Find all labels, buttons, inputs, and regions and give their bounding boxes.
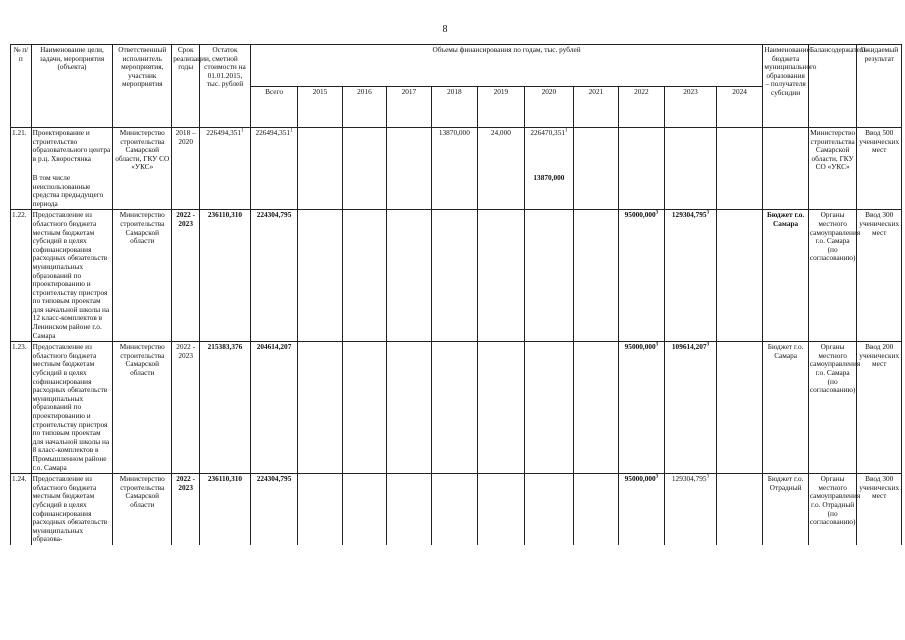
table-row — [11, 210, 902, 342]
table-row — [11, 128, 902, 173]
row-period: 2022 - 2023 — [172, 342, 200, 474]
page-number: 8 — [442, 24, 448, 35]
row-result: Ввод 300 ученических мест — [857, 210, 902, 342]
row-2023: 109614,207$^3$ — [665, 342, 717, 474]
header-year-2023: 2023 — [665, 86, 717, 128]
row-num: 1.23. — [11, 342, 32, 474]
row-recipient: Бюджет г.о. Самара — [763, 210, 808, 342]
header-total: Всего — [250, 86, 298, 128]
header-year-2017: 2017 — [387, 86, 431, 128]
row-result: Ввод 200 ученических мест — [857, 342, 902, 474]
header-year-2015: 2015 — [298, 86, 342, 128]
row-holder: Министерство строительства Самарской области, ГКУ СО «УКС» — [810, 128, 856, 172]
header-executor: Ответственный исполнитель мероприятия, участник мероприятия — [113, 45, 172, 128]
row-result: Ввод 300 ученических мест — [857, 474, 902, 545]
row-balance: 236110,310 — [200, 474, 251, 545]
row-executor: Министерство строительства Самарской области — [113, 342, 172, 474]
header-year-2018: 2018 — [431, 86, 478, 128]
row-num: 1.24. — [11, 474, 32, 545]
row-note-2020: 13870,000 — [524, 173, 574, 210]
row-holder: Органы местного самоуправления г.о. Отрадный (по согласованию) — [808, 474, 857, 545]
header-period: Срок реализации, годы — [172, 45, 200, 128]
row-2022: 95000,000$^3$ — [618, 474, 665, 545]
table-body — [11, 128, 902, 545]
row-2023: 129304,795$^3$ — [665, 210, 717, 342]
row-period: 2018 – 2020 — [172, 128, 200, 173]
header-year-2016: 2016 — [342, 86, 386, 128]
table-row — [11, 474, 902, 545]
header-year-2024: 2024 — [716, 86, 763, 128]
table-header — [11, 45, 902, 128]
row-period: 2022 - 2023 — [172, 474, 200, 545]
row-balance: 215383,376 — [200, 342, 251, 474]
row-num: 1.21. — [11, 128, 32, 173]
row-2022: 95000,000$^3$ — [618, 342, 665, 474]
header-name: Наименование цели, задачи, мероприятия (объекта) — [31, 45, 113, 128]
row-2019: 24,000 — [478, 128, 525, 173]
row-name: Проектирование и строительство образовательного центра в р.ц. Хворостянка — [31, 128, 113, 173]
row-recipient: Бюджет г.о. Самара — [763, 342, 808, 474]
row-executor: Министерство строительства Самарской области — [113, 210, 172, 342]
row-result: Ввод 500 ученических мест — [857, 128, 902, 173]
row-note: В том числе неиспользованные средства предыдущего периода — [31, 173, 113, 210]
row-holder: Органы местного самоуправления г.о. Самара (по согласованию) — [808, 210, 857, 342]
row-holder: Органы местного самоуправления г.о. Самара (по согласованию) — [808, 342, 857, 474]
header-recipient: Наименование бюджета муниципального образования – получателя субсидии — [763, 45, 808, 128]
table-row-note — [11, 173, 902, 210]
row-2018: 13870,000 — [431, 128, 478, 173]
row-period: 2022 - 2023 — [172, 210, 200, 342]
header-year-2021: 2021 — [574, 86, 618, 128]
row-total: 224304,795 — [250, 474, 298, 545]
row-2020: 226470,351$^1$ — [524, 128, 574, 173]
row-name: Предоставление из областного бюджета местным бюджетам субсидий в целях софинансирования расходных обязательств муниципальных образова- — [31, 474, 113, 545]
row-total: 204614,207 — [250, 342, 298, 474]
header-funding: Объемы финансирования по годам, тыс. рублей — [250, 45, 763, 87]
header-year-2019: 2019 — [478, 86, 525, 128]
row-total: 224304,795 — [250, 210, 298, 342]
header-num: № п/п — [11, 45, 32, 128]
row-executor: Министерство строительства Самарской области — [113, 474, 172, 545]
header-balance: Остаток сметной стоимости на 01.01.2015, тыс. рублей — [200, 45, 251, 128]
row-name: Предоставление из областного бюджета местным бюджетам субсидий в целях софинансирования расходных обязательств муниципальных образований по проектированию и строительству пристроя по типовым проектам для начальной школы на 12 класс-комплектов в Ленинском районе г.о. Самара — [31, 210, 113, 342]
financing-table — [10, 44, 902, 545]
row-total: 226494,351$^1$ — [250, 128, 298, 173]
row-balance: 226494,351$^1$ — [200, 128, 251, 173]
row-executor: Министерство строительства Самарской области, ГКУ СО «УКС» — [113, 128, 172, 173]
table-row — [11, 342, 902, 474]
row-balance: 236110,310 — [200, 210, 251, 342]
row-recipient: Бюджет г.о. Отрадный — [763, 474, 808, 545]
row-num: 1.22. — [11, 210, 32, 342]
header-result: Ожидаемый результат — [857, 45, 902, 128]
header-year-2020: 2020 — [524, 86, 574, 128]
row-name: Предоставление из областного бюджета местным бюджетам субсидий в целях софинансирования расходных обязательств муниципальных образований по проектированию и строительству пристроя по типовым проектам для начальной школы на 8 класс-комплектов в Промышленном районе г.о. Самара — [31, 342, 113, 474]
header-holder: Балансодержатель — [808, 45, 857, 128]
row-2023: 129304,795$^3$ — [665, 474, 717, 545]
row-2022: 95000,000$^3$ — [618, 210, 665, 342]
header-year-2022: 2022 — [618, 86, 665, 128]
